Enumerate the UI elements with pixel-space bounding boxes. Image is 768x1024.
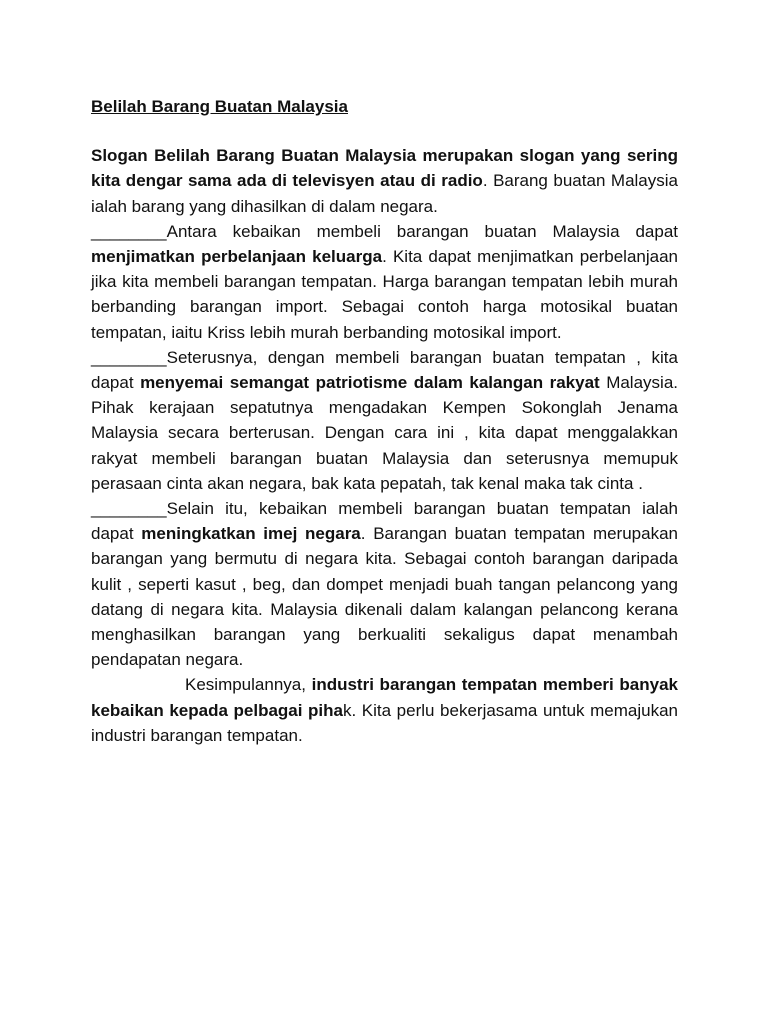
- paragraph-3: [91, 345, 678, 496]
- paragraph-5-text-3: k. Kita perlu bekerjasama untuk memajukan industri barangan tempatan.: [91, 700, 678, 745]
- document-page: [91, 94, 678, 748]
- paragraph-3-text-3: Malaysia. Pihak kerajaan sepatutnya mengadakan Kempen Sokonglah Jenama Malaysia secara berterusan. Dengan cara ini , kita dapat menggalakkan rakyat membeli barangan buatan Malaysia dan seterusnya memupuk perasaan cinta akan negara, bak kata pepatah, tak kenal maka tak cinta .: [91, 373, 678, 493]
- paragraph-5-bold-2: industri barangan tempatan memberi banyak kebaikan kepada pelbagai piha: [91, 675, 678, 720]
- paragraph-5-text-1: Kesimpulannya,: [185, 675, 312, 695]
- paragraph-2-bold-2: menjimatkan perbelanjaan keluarga: [91, 247, 383, 267]
- document-title: Belilah Barang Buatan Malaysia: [91, 97, 348, 116]
- paragraph-5: [91, 672, 678, 748]
- paragraph-4-text-1: ________Selain itu, kebaikan membeli barangan buatan tempatan ialah dapat: [91, 499, 678, 544]
- paragraph-4: [91, 496, 678, 672]
- paragraph-3-bold-2: menyemai semangat patriotisme dalam kalangan rakyat: [140, 373, 600, 393]
- paragraph-2-text-3: . Kita dapat menjimatkan perbelanjaan jika kita membeli barangan tempatan. Harga barangan tempatan lebih murah berbanding barangan import. Sebagai contoh harga motosikal buatan tempatan, iaitu Kriss lebih murah berbanding motosikal import.: [91, 247, 678, 342]
- paragraph-4-text-3: . Barangan buatan tempatan merupakan barangan yang bermutu di negara kita. Sebagai contoh barangan daripada kulit , seperti kasut , beg, dan dompet menjadi buah tangan pelancong yang datang di negara kita. Malaysia dikenali dalam kalangan pelancong kerana menghasilkan barangan yang berkualiti sekaligus dapat menambah pendapatan negara.: [91, 524, 678, 670]
- paragraph-1: [91, 143, 678, 219]
- document-body: [91, 143, 678, 748]
- paragraph-1-bold-1: Slogan Belilah Barang Buatan Malaysia merupakan slogan yang sering kita dengar sama ada di televisyen atau di radio: [91, 146, 678, 191]
- paragraph-4-bold-2: meningkatkan imej negara: [141, 524, 361, 544]
- paragraph-2: [91, 219, 678, 345]
- paragraph-2-text-1: ________Antara kebaikan membeli barangan buatan Malaysia dapat: [91, 221, 678, 241]
- paragraph-1-text-2: . Barang buatan Malaysia ialah barang yang dihasilkan di dalam negara.: [91, 171, 678, 216]
- paragraph-3-text-1: ________Seterusnya, dengan membeli barangan buatan tempatan , kita dapat: [91, 347, 678, 393]
